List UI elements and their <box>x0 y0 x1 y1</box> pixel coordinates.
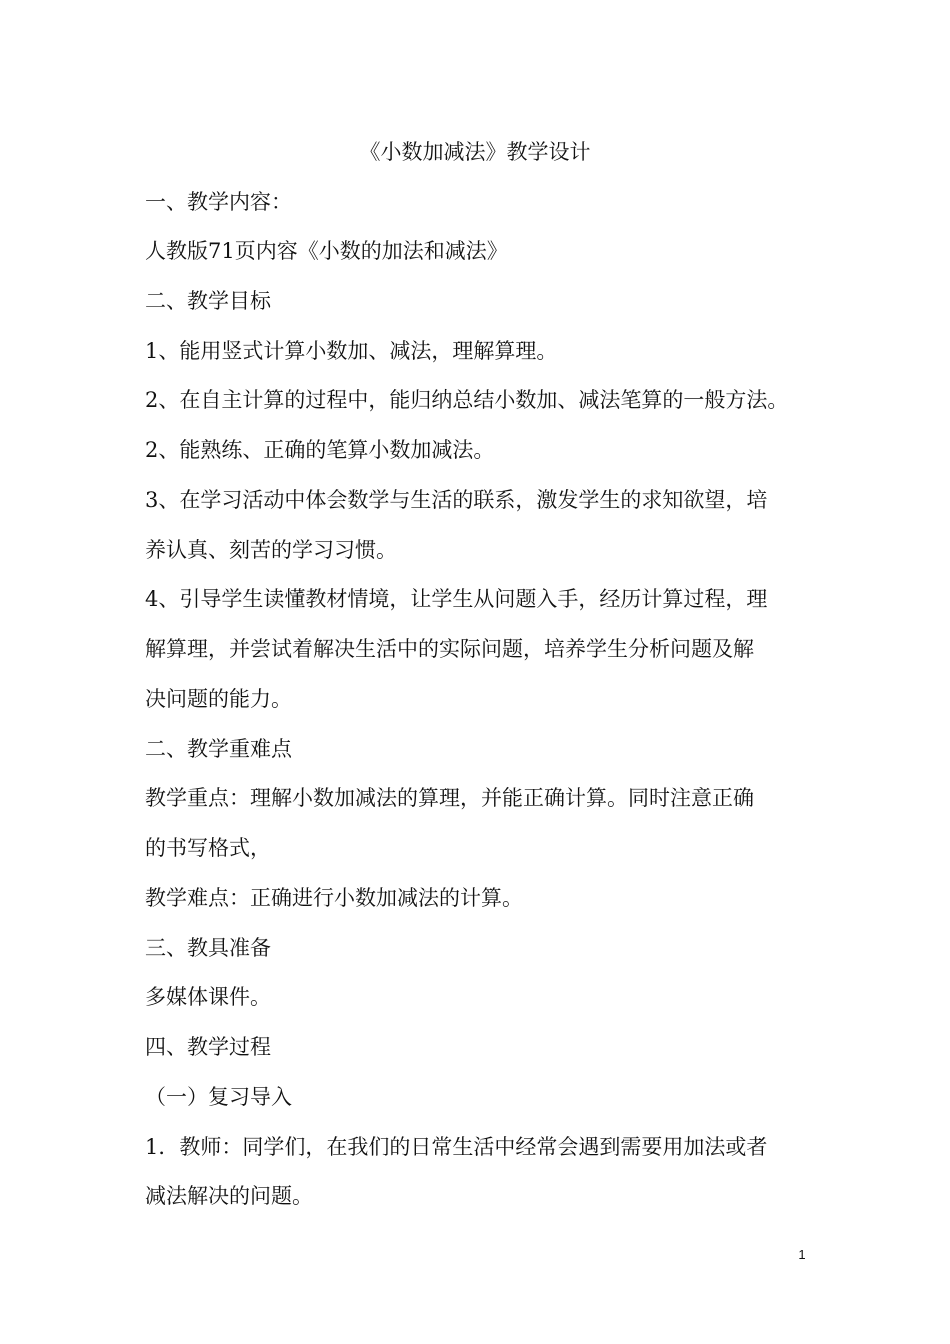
goal-4-line-3: 决问题的能力。 <box>145 687 292 711</box>
step-1-line-1: 1．教师：同学们，在我们的日常生活中经常会遇到需要用加法或者 <box>145 1135 768 1159</box>
goal-4-line-2: 解算理，并尝试着解决生活中的实际问题，培养学生分析问题及解 <box>145 637 754 661</box>
content-heading: 一、教学内容： <box>145 190 292 214</box>
tools-heading: 三、教具准备 <box>145 936 271 960</box>
key-point-line-1: 教学重点：理解小数加减法的算理，并能正确计算。同时注意正确 <box>145 786 754 810</box>
goal-4-line-1: 4、引导学生读懂教材情境，让学生从问题入手，经历计算过程，理 <box>145 587 768 611</box>
goals-heading: 二、教学目标 <box>145 289 271 313</box>
difficulty-heading: 二、教学重难点 <box>145 737 292 761</box>
difficult-point: 教学难点：正确进行小数加减法的计算。 <box>145 886 523 910</box>
document-title: 《小数加减法》教学设计 <box>359 140 591 164</box>
goal-3-line-2: 养认真、刻苦的学习习惯。 <box>145 538 397 562</box>
process-heading: 四、教学过程 <box>145 1035 271 1059</box>
review-heading: （一）复习导入 <box>145 1085 292 1109</box>
goal-2b: 2、能熟练、正确的笔算小数加减法。 <box>145 438 495 462</box>
goal-3-line-1: 3、在学习活动中体会数学与生活的联系，激发学生的求知欲望，培 <box>145 488 768 512</box>
goal-2a: 2、在自主计算的过程中，能归纳总结小数加、减法笔算的一般方法。 <box>145 388 789 412</box>
page-number: 1 <box>798 1247 806 1262</box>
step-1-line-2: 减法解决的问题。 <box>145 1184 313 1208</box>
key-point-line-2: 的书写格式， <box>145 836 271 860</box>
tools-text: 多媒体课件。 <box>145 985 271 1009</box>
content-text: 人教版71页内容《小数的加法和减法》 <box>145 239 508 263</box>
goal-1: 1、能用竖式计算小数加、减法，理解算理。 <box>145 339 558 363</box>
